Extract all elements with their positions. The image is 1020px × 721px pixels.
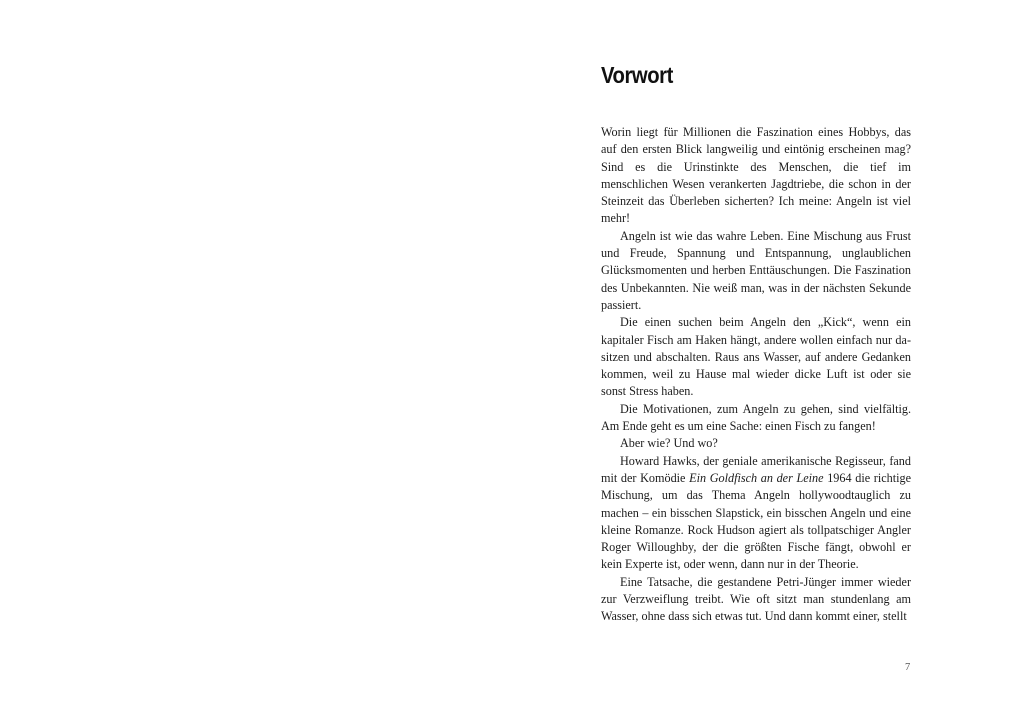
paragraph-5: Aber wie? Und wo? bbox=[620, 436, 718, 451]
paragraph-4: Die Motivationen, zum Angeln zu gehen, sind vielfältig. Am Ende geht es um eine Sache: einen Fisch zu fangen! bbox=[601, 401, 911, 434]
paragraph-1: Worin liegt für Millionen die Faszination eines Hobbys, das auf den ersten Blick langweilig und eintönig erscheinen mag? Sind es die Urinstinkte des Menschen, die tief im menschlichen Wesen verankerten Jagdtriebe, die schon in der Steinzeit das Überleben sicherten? Ich meine: Angeln ist viel mehr! bbox=[601, 125, 911, 226]
paragraph-3: Die einen suchen beim Angeln den „Kick“, wenn ein kapitaler Fisch am Haken hängt, andere wollen einfach nur dasitzen und abschalten. Raus ans Wasser, auf andere Gedanken kommen, weil zu Hause mal wieder dicke Luft ist oder sie sonst Stress haben. bbox=[601, 315, 911, 399]
paragraph-6-rest: 1964 die richtige Mischung, um das Thema Angeln hollywoodtauglich zu machen – ein bisschen Slapstick, ein bisschen Angeln und eine kleine Romanze. Rock Hudson agiert als tollpatschiger Angler Roger Willoughby, der die größten Fische fängt, obwohl er kein Experte ist, oder wenn, dann nur in der Theorie. bbox=[601, 470, 911, 572]
right-page bbox=[510, 0, 1020, 721]
film-title: Ein Goldfisch an der Leine bbox=[689, 470, 824, 485]
page-number: 7 bbox=[905, 662, 911, 673]
chapter-title: Vorwort bbox=[601, 62, 673, 88]
paragraph-6 bbox=[601, 453, 911, 574]
body-text bbox=[601, 124, 911, 626]
paragraph-2: Angeln ist wie das wahre Leben. Eine Mischung aus Frust und Freude, Spannung und Entspannung, unglaublichen Glücksmomenten und herben Enttäuschungen. Die Faszination des Unbekannten. Nie weiß man, was in der nächsten Sekunde passiert. bbox=[601, 228, 911, 312]
paragraph-7: Eine Tatsache, die gestandene Petri-Jünger immer wieder zur Verzweiflung treibt. Wie oft sitzt man stundenlang am Wasser, ohne dass sich etwas tut. Und dann kommt einer, stellt bbox=[601, 574, 911, 624]
paragraph-6-intro: Howard Hawks, der geniale amerikanische Regisseur, fand mit der Komödie bbox=[601, 453, 911, 485]
